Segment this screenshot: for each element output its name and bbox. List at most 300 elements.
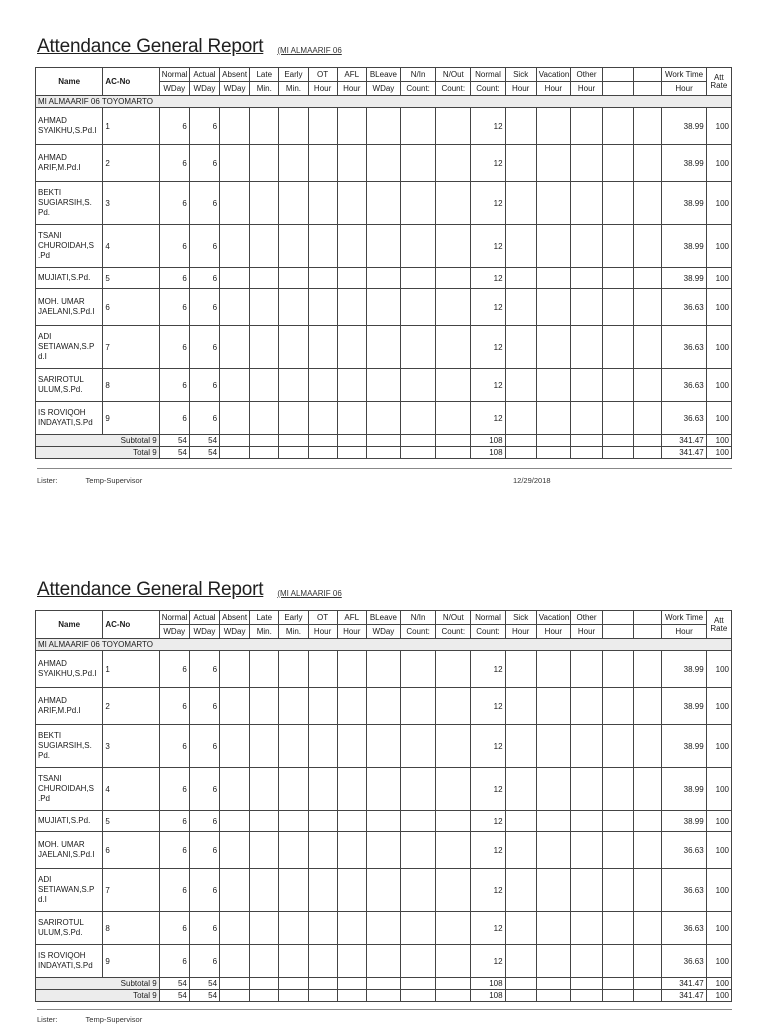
total-label: Total 9: [36, 447, 160, 459]
table-row: [36, 108, 732, 145]
normal-count: 12: [471, 811, 505, 832]
table-row: [36, 268, 732, 289]
table-cell: [366, 225, 400, 268]
table-cell: [603, 945, 634, 978]
ac-no: 5: [103, 268, 159, 289]
table-cell: [366, 651, 400, 688]
table-cell: [366, 435, 400, 447]
table-cell: [279, 725, 308, 768]
table-cell: [366, 869, 400, 912]
table-cell: [570, 435, 602, 447]
column-header: Work Time: [662, 611, 706, 625]
column-header: BLeave: [366, 611, 400, 625]
column-subheader: Count:: [401, 82, 436, 96]
table-cell: [570, 447, 602, 459]
table-cell: [279, 402, 308, 435]
column-header: N/In: [401, 68, 436, 82]
table-cell: [505, 182, 536, 225]
column-subheader: Hour: [570, 625, 602, 639]
work-time: 36.63: [662, 945, 706, 978]
column-header: [634, 611, 662, 625]
table-row: [36, 832, 732, 869]
employee-name: TSANI CHUROIDAH,S .Pd: [36, 768, 103, 811]
table-cell: [366, 108, 400, 145]
column-subheader: Hour: [536, 625, 570, 639]
work-time: 38.99: [662, 145, 706, 182]
att-rate: 100: [706, 145, 731, 182]
table-cell: [337, 435, 366, 447]
table-cell: [250, 869, 279, 912]
column-subheader: Hour: [536, 82, 570, 96]
table-cell: [634, 145, 662, 182]
table-cell: [337, 912, 366, 945]
total-actual: 54: [189, 447, 219, 459]
normal-count: 12: [471, 725, 505, 768]
table-cell: [436, 869, 471, 912]
report-title: Attendance General Report: [37, 36, 264, 57]
table-cell: [279, 945, 308, 978]
table-cell: [308, 869, 337, 912]
work-time: 36.63: [662, 912, 706, 945]
column-header: Name: [36, 611, 103, 639]
table-cell: [536, 145, 570, 182]
att-rate: 100: [706, 651, 731, 688]
subtotal-att-rate: 100: [706, 435, 731, 447]
total-att-rate: 100: [706, 447, 731, 459]
table-cell: [603, 108, 634, 145]
table-cell: [634, 447, 662, 459]
table-cell: [570, 725, 602, 768]
table-cell: [366, 326, 400, 369]
table-cell: [366, 990, 400, 1002]
table-cell: [366, 832, 400, 869]
column-subheader: Hour: [308, 625, 337, 639]
table-row: [36, 768, 732, 811]
table-cell: [250, 369, 279, 402]
actual-wday: 6: [189, 912, 219, 945]
normal-wday: 6: [159, 945, 189, 978]
group-label: MI ALMAARIF 06 TOYOMARTO: [36, 639, 732, 651]
table-cell: [436, 688, 471, 725]
table-row: [36, 326, 732, 369]
att-rate: 100: [706, 369, 731, 402]
column-header: Early: [279, 611, 308, 625]
table-cell: [436, 651, 471, 688]
attendance-table: [35, 67, 732, 459]
column-header: Sick: [505, 611, 536, 625]
column-subheader: Hour: [337, 625, 366, 639]
subtotal-label: Subtotal 9: [36, 435, 160, 447]
group-label: MI ALMAARIF 06 TOYOMARTO: [36, 96, 732, 108]
table-cell: [308, 369, 337, 402]
column-header: Actual: [189, 611, 219, 625]
actual-wday: 6: [189, 182, 219, 225]
normal-count: 12: [471, 369, 505, 402]
report-title: Attendance General Report: [37, 579, 264, 600]
work-time: 36.63: [662, 369, 706, 402]
table-cell: [634, 990, 662, 1002]
table-cell: [337, 369, 366, 402]
table-cell: [436, 326, 471, 369]
subtotal-actual: 54: [189, 435, 219, 447]
table-cell: [250, 945, 279, 978]
work-time: 38.99: [662, 725, 706, 768]
table-cell: [603, 182, 634, 225]
actual-wday: 6: [189, 225, 219, 268]
actual-wday: 6: [189, 108, 219, 145]
normal-count: 12: [471, 108, 505, 145]
column-header: N/In: [401, 611, 436, 625]
table-cell: [250, 651, 279, 688]
table-cell: [401, 435, 436, 447]
table-cell: [220, 651, 250, 688]
table-cell: [401, 225, 436, 268]
table-cell: [366, 182, 400, 225]
table-cell: [634, 182, 662, 225]
table-cell: [401, 268, 436, 289]
att-rate: 100: [706, 688, 731, 725]
normal-count: 12: [471, 832, 505, 869]
table-cell: [279, 978, 308, 990]
table-cell: [337, 688, 366, 725]
table-cell: [308, 688, 337, 725]
column-header: Late: [250, 68, 279, 82]
table-cell: [279, 651, 308, 688]
table-cell: [505, 768, 536, 811]
total-row: [36, 447, 732, 459]
table-cell: [220, 912, 250, 945]
table-cell: [220, 869, 250, 912]
table-cell: [436, 435, 471, 447]
footer-divider: [37, 468, 732, 469]
table-cell: [279, 369, 308, 402]
actual-wday: 6: [189, 402, 219, 435]
column-header: Absent: [220, 611, 250, 625]
table-cell: [250, 832, 279, 869]
table-cell: [250, 811, 279, 832]
table-cell: [308, 912, 337, 945]
column-subheader: Hour: [570, 82, 602, 96]
table-cell: [250, 402, 279, 435]
table-cell: [505, 832, 536, 869]
table-cell: [366, 945, 400, 978]
table-cell: [436, 768, 471, 811]
group-row: [36, 639, 732, 651]
total-normal: 54: [159, 447, 189, 459]
table-cell: [603, 435, 634, 447]
ac-no: 2: [103, 688, 159, 725]
table-cell: [337, 725, 366, 768]
table-row: [36, 182, 732, 225]
table-cell: [634, 268, 662, 289]
table-cell: [603, 912, 634, 945]
column-header: AFL: [337, 611, 366, 625]
ac-no: 1: [103, 651, 159, 688]
work-time: 36.63: [662, 402, 706, 435]
table-cell: [603, 811, 634, 832]
lister-label: Lister:: [37, 476, 58, 485]
table-cell: [308, 447, 337, 459]
column-subheader: [603, 82, 634, 96]
table-cell: [634, 108, 662, 145]
table-cell: [570, 369, 602, 402]
table-cell: [337, 145, 366, 182]
table-cell: [436, 289, 471, 326]
table-cell: [308, 182, 337, 225]
table-cell: [436, 945, 471, 978]
actual-wday: 6: [189, 869, 219, 912]
table-cell: [279, 912, 308, 945]
table-cell: [505, 688, 536, 725]
att-rate: 100: [706, 225, 731, 268]
table-cell: [250, 268, 279, 289]
table-cell: [570, 990, 602, 1002]
employee-name: ADI SETIAWAN,S.P d.I: [36, 326, 103, 369]
table-cell: [570, 811, 602, 832]
column-subheader: Min.: [250, 82, 279, 96]
table-cell: [603, 402, 634, 435]
table-cell: [401, 945, 436, 978]
table-cell: [279, 688, 308, 725]
table-cell: [536, 289, 570, 326]
normal-wday: 6: [159, 268, 189, 289]
table-cell: [279, 869, 308, 912]
ac-no: 4: [103, 768, 159, 811]
table-cell: [436, 725, 471, 768]
column-subheader: Min.: [279, 82, 308, 96]
table-cell: [603, 268, 634, 289]
actual-wday: 6: [189, 268, 219, 289]
footer-lister: [37, 476, 142, 485]
table-cell: [366, 688, 400, 725]
employee-name: AHMAD SYAIKHU,S.Pd.I: [36, 108, 103, 145]
table-cell: [220, 832, 250, 869]
table-cell: [279, 811, 308, 832]
table-cell: [570, 688, 602, 725]
actual-wday: 6: [189, 326, 219, 369]
table-cell: [220, 289, 250, 326]
column-header: Other: [570, 611, 602, 625]
table-cell: [279, 447, 308, 459]
ac-no: 6: [103, 832, 159, 869]
table-cell: [366, 912, 400, 945]
table-cell: [366, 289, 400, 326]
table-cell: [401, 182, 436, 225]
table-cell: [536, 832, 570, 869]
subtotal-work-time: 341.47: [662, 435, 706, 447]
table-cell: [279, 832, 308, 869]
table-cell: [570, 108, 602, 145]
table-cell: [436, 369, 471, 402]
table-cell: [337, 832, 366, 869]
table-cell: [634, 688, 662, 725]
table-cell: [505, 108, 536, 145]
table-row: [36, 225, 732, 268]
table-cell: [634, 768, 662, 811]
footer-date: 12/29/2018: [513, 476, 551, 485]
column-subheader: Count:: [471, 625, 505, 639]
table-cell: [366, 447, 400, 459]
report-subtitle: (MI ALMAARIF 06: [277, 589, 342, 598]
table-cell: [337, 326, 366, 369]
column-header: OT: [308, 68, 337, 82]
table-cell: [250, 145, 279, 182]
normal-count: 12: [471, 145, 505, 182]
column-header: AFL: [337, 68, 366, 82]
actual-wday: 6: [189, 945, 219, 978]
table-cell: [308, 225, 337, 268]
ac-no: 6: [103, 289, 159, 326]
column-header: OT: [308, 611, 337, 625]
table-cell: [308, 326, 337, 369]
normal-wday: 6: [159, 768, 189, 811]
column-header: Late: [250, 611, 279, 625]
attendance-table: [35, 610, 732, 1002]
column-header: Early: [279, 68, 308, 82]
normal-wday: 6: [159, 225, 189, 268]
employee-name: MOH. UMAR JAELANI,S.Pd.I: [36, 289, 103, 326]
work-time: 36.63: [662, 289, 706, 326]
header-row-top: [36, 611, 732, 625]
column-header: Name: [36, 68, 103, 96]
footer-lister: [37, 1015, 142, 1024]
att-rate: 100: [706, 811, 731, 832]
employee-name: TSANI CHUROIDAH,S .Pd: [36, 225, 103, 268]
table-cell: [337, 768, 366, 811]
normal-count: 12: [471, 945, 505, 978]
column-subheader: Hour: [337, 82, 366, 96]
table-cell: [401, 447, 436, 459]
column-header: [634, 68, 662, 82]
table-cell: [220, 225, 250, 268]
work-time: 38.99: [662, 688, 706, 725]
table-cell: [634, 869, 662, 912]
column-subheader: Count:: [436, 82, 471, 96]
table-cell: [220, 725, 250, 768]
ac-no: 3: [103, 725, 159, 768]
normal-count: 12: [471, 912, 505, 945]
table-cell: [250, 435, 279, 447]
actual-wday: 6: [189, 768, 219, 811]
table-cell: [536, 688, 570, 725]
work-time: 38.99: [662, 108, 706, 145]
total-work-time: 341.47: [662, 447, 706, 459]
table-cell: [220, 108, 250, 145]
table-cell: [401, 990, 436, 1002]
table-cell: [250, 326, 279, 369]
employee-name: ADI SETIAWAN,S.P d.I: [36, 869, 103, 912]
column-subheader: Hour: [505, 625, 536, 639]
actual-wday: 6: [189, 369, 219, 402]
table-cell: [436, 402, 471, 435]
table-cell: [401, 326, 436, 369]
table-cell: [536, 768, 570, 811]
table-cell: [570, 402, 602, 435]
ac-no: 1: [103, 108, 159, 145]
normal-count: 12: [471, 289, 505, 326]
table-cell: [308, 402, 337, 435]
employee-name: SARIROTUL ULUM,S.Pd.: [36, 912, 103, 945]
table-cell: [436, 832, 471, 869]
table-cell: [308, 725, 337, 768]
table-cell: [401, 369, 436, 402]
table-row: [36, 811, 732, 832]
att-rate: 100: [706, 182, 731, 225]
ac-no: 5: [103, 811, 159, 832]
table-cell: [536, 978, 570, 990]
table-cell: [603, 145, 634, 182]
work-time: 38.99: [662, 651, 706, 688]
table-cell: [634, 326, 662, 369]
table-cell: [279, 326, 308, 369]
column-header: Normal: [471, 68, 505, 82]
report-subtitle: (MI ALMAARIF 06: [277, 46, 342, 55]
table-cell: [337, 225, 366, 268]
table-cell: [401, 768, 436, 811]
work-time: 38.99: [662, 225, 706, 268]
table-cell: [337, 402, 366, 435]
table-cell: [308, 945, 337, 978]
work-time: 36.63: [662, 869, 706, 912]
att-rate: 100: [706, 832, 731, 869]
table-cell: [337, 289, 366, 326]
table-cell: [536, 811, 570, 832]
table-cell: [634, 369, 662, 402]
column-header: AC-No: [103, 611, 159, 639]
actual-wday: 6: [189, 651, 219, 688]
table-cell: [337, 182, 366, 225]
subtotal-row: [36, 978, 732, 990]
employee-name: AHMAD ARIF,M.Pd.I: [36, 145, 103, 182]
employee-name: AHMAD ARIF,M.Pd.I: [36, 688, 103, 725]
table-cell: [436, 268, 471, 289]
normal-wday: 6: [159, 182, 189, 225]
normal-wday: 6: [159, 725, 189, 768]
employee-name: MUJIATI,S.Pd.: [36, 811, 103, 832]
table-cell: [536, 945, 570, 978]
column-subheader: Min.: [279, 625, 308, 639]
table-row: [36, 369, 732, 402]
table-cell: [536, 108, 570, 145]
report-header: [37, 579, 342, 601]
table-cell: [436, 811, 471, 832]
work-time: 38.99: [662, 268, 706, 289]
normal-wday: 6: [159, 869, 189, 912]
table-cell: [279, 225, 308, 268]
table-cell: [603, 369, 634, 402]
table-cell: [436, 225, 471, 268]
column-header: BLeave: [366, 68, 400, 82]
table-cell: [366, 402, 400, 435]
normal-wday: 6: [159, 651, 189, 688]
table-cell: [536, 326, 570, 369]
ac-no: 2: [103, 145, 159, 182]
subtotal-att-rate: 100: [706, 978, 731, 990]
column-header: Sick: [505, 68, 536, 82]
table-cell: [366, 725, 400, 768]
subtotal-count: 108: [471, 435, 505, 447]
column-header: Normal: [159, 68, 189, 82]
column-subheader: WDay: [159, 625, 189, 639]
table-cell: [401, 811, 436, 832]
column-header: Att Rate: [706, 68, 731, 96]
table-cell: [308, 768, 337, 811]
table-cell: [570, 945, 602, 978]
work-time: 38.99: [662, 811, 706, 832]
table-cell: [570, 651, 602, 688]
column-subheader: WDay: [189, 625, 219, 639]
employee-name: IS ROVIQOH INDAYATI,S.Pd: [36, 945, 103, 978]
